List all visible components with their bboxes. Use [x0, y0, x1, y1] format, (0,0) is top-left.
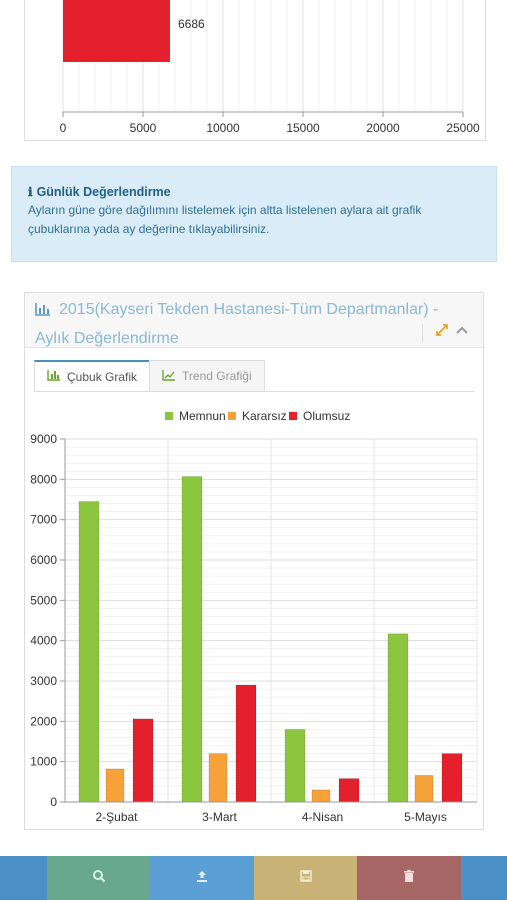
y-axis — [30, 432, 65, 809]
alert-body: Ayların güne göre dağılımını listelemek için altta listelenen aylara ait grafik çubuklarına yada ay değerine tıklayabilirsiniz. — [28, 203, 422, 236]
info-alert — [11, 166, 497, 262]
top-x-tick-label: 10000 — [206, 121, 240, 135]
bar-memnun[interactable] — [79, 502, 99, 802]
legend-swatch — [228, 412, 236, 420]
bar-memnun[interactable] — [182, 477, 202, 802]
y-tick-label: 0 — [50, 795, 57, 809]
bar-chart-icon — [47, 369, 61, 384]
top-chart-panel — [24, 0, 486, 141]
top-x-tick-label: 25000 — [446, 121, 480, 135]
y-tick-label: 4000 — [30, 633, 57, 648]
top-x-tick-label: 5000 — [129, 121, 157, 135]
tab-divider — [34, 391, 474, 392]
y-tick-label: 5000 — [30, 593, 57, 608]
x-tick-label[interactable]: 4-Nisan — [301, 810, 344, 824]
y-tick-label: 6000 — [30, 553, 57, 567]
bottom-edge-left — [0, 856, 47, 900]
top-x-tick-label: 20000 — [366, 121, 400, 135]
legend-label: Memnun — [179, 409, 226, 423]
save-icon — [299, 869, 313, 888]
delete-button[interactable] — [357, 856, 461, 900]
chart-legend — [165, 409, 350, 423]
bar-olumsuz[interactable] — [133, 719, 153, 802]
bar-kararsız[interactable] — [415, 775, 433, 802]
upload-button[interactable] — [150, 856, 254, 900]
tab-label: Çubuk Grafik — [67, 369, 138, 384]
legend-swatch — [165, 412, 173, 420]
bar-olumsuz[interactable] — [236, 685, 256, 802]
chart-tabs — [34, 360, 264, 392]
y-tick-label: 7000 — [30, 512, 57, 527]
bar-olumsuz[interactable] — [442, 754, 462, 802]
panel-title-wrap — [35, 296, 455, 352]
upload-icon — [195, 869, 209, 888]
legend-label: Olumsuz — [303, 409, 351, 423]
tab-bar-chart[interactable] — [34, 360, 150, 392]
bar-chart-icon — [35, 298, 51, 325]
panel-title: 2015(Kayseri Tekden Hastanesi-Tüm Departmanlar) - Aylık Değerlendirme — [35, 301, 439, 347]
top-x-tick-label: 15000 — [286, 121, 320, 135]
alert-title: Günlük Değerlendirme — [36, 185, 171, 199]
tab-label: Trend Grafiği — [182, 369, 252, 383]
bottom-edge-right — [461, 856, 507, 900]
legend-label: Kararsız — [242, 409, 287, 423]
top-chart-bar-label: 6686 — [177, 17, 205, 31]
x-tick-label[interactable]: 5-Mayıs — [404, 810, 447, 824]
search-button[interactable] — [47, 856, 150, 900]
expand-icon[interactable] — [435, 323, 449, 342]
trash-icon — [402, 869, 416, 888]
bar-kararsız[interactable] — [209, 754, 227, 802]
bar-olumsuz[interactable] — [339, 779, 359, 802]
chevron-up-icon[interactable] — [455, 323, 469, 342]
monthly-evaluation-panel — [24, 292, 484, 830]
bottom-toolbar — [0, 856, 507, 900]
legend-swatch — [289, 412, 297, 420]
tab-trend-chart[interactable] — [149, 360, 265, 392]
alert-title-row — [28, 185, 480, 199]
x-tick-label[interactable]: 3-Mart — [202, 810, 237, 824]
monthly-bar-chart — [25, 393, 483, 829]
line-chart-icon — [162, 369, 176, 384]
panel-tools — [422, 323, 469, 342]
bar-kararsız[interactable] — [312, 790, 330, 802]
y-tick-label: 9000 — [30, 432, 57, 446]
bar-kararsız[interactable] — [106, 769, 124, 802]
chart-grid — [65, 439, 477, 802]
bar-memnun[interactable] — [285, 729, 305, 802]
search-icon — [92, 869, 106, 888]
x-tick-label[interactable]: 2-Şubat — [95, 810, 138, 824]
bar-memnun[interactable] — [388, 634, 408, 802]
y-tick-label: 8000 — [30, 472, 57, 487]
info-icon: ℹ — [28, 185, 33, 199]
x-axis — [65, 802, 477, 824]
panel-header — [25, 293, 483, 348]
tools-divider — [422, 324, 423, 342]
y-tick-label: 2000 — [30, 714, 57, 729]
save-button[interactable] — [254, 856, 357, 900]
top-x-tick-label: 0 — [59, 121, 67, 135]
top-chart-bar[interactable] — [63, 0, 170, 62]
top-bar-chart — [25, 0, 485, 140]
y-tick-label: 3000 — [30, 674, 57, 688]
y-tick-label: 1000 — [30, 754, 57, 769]
